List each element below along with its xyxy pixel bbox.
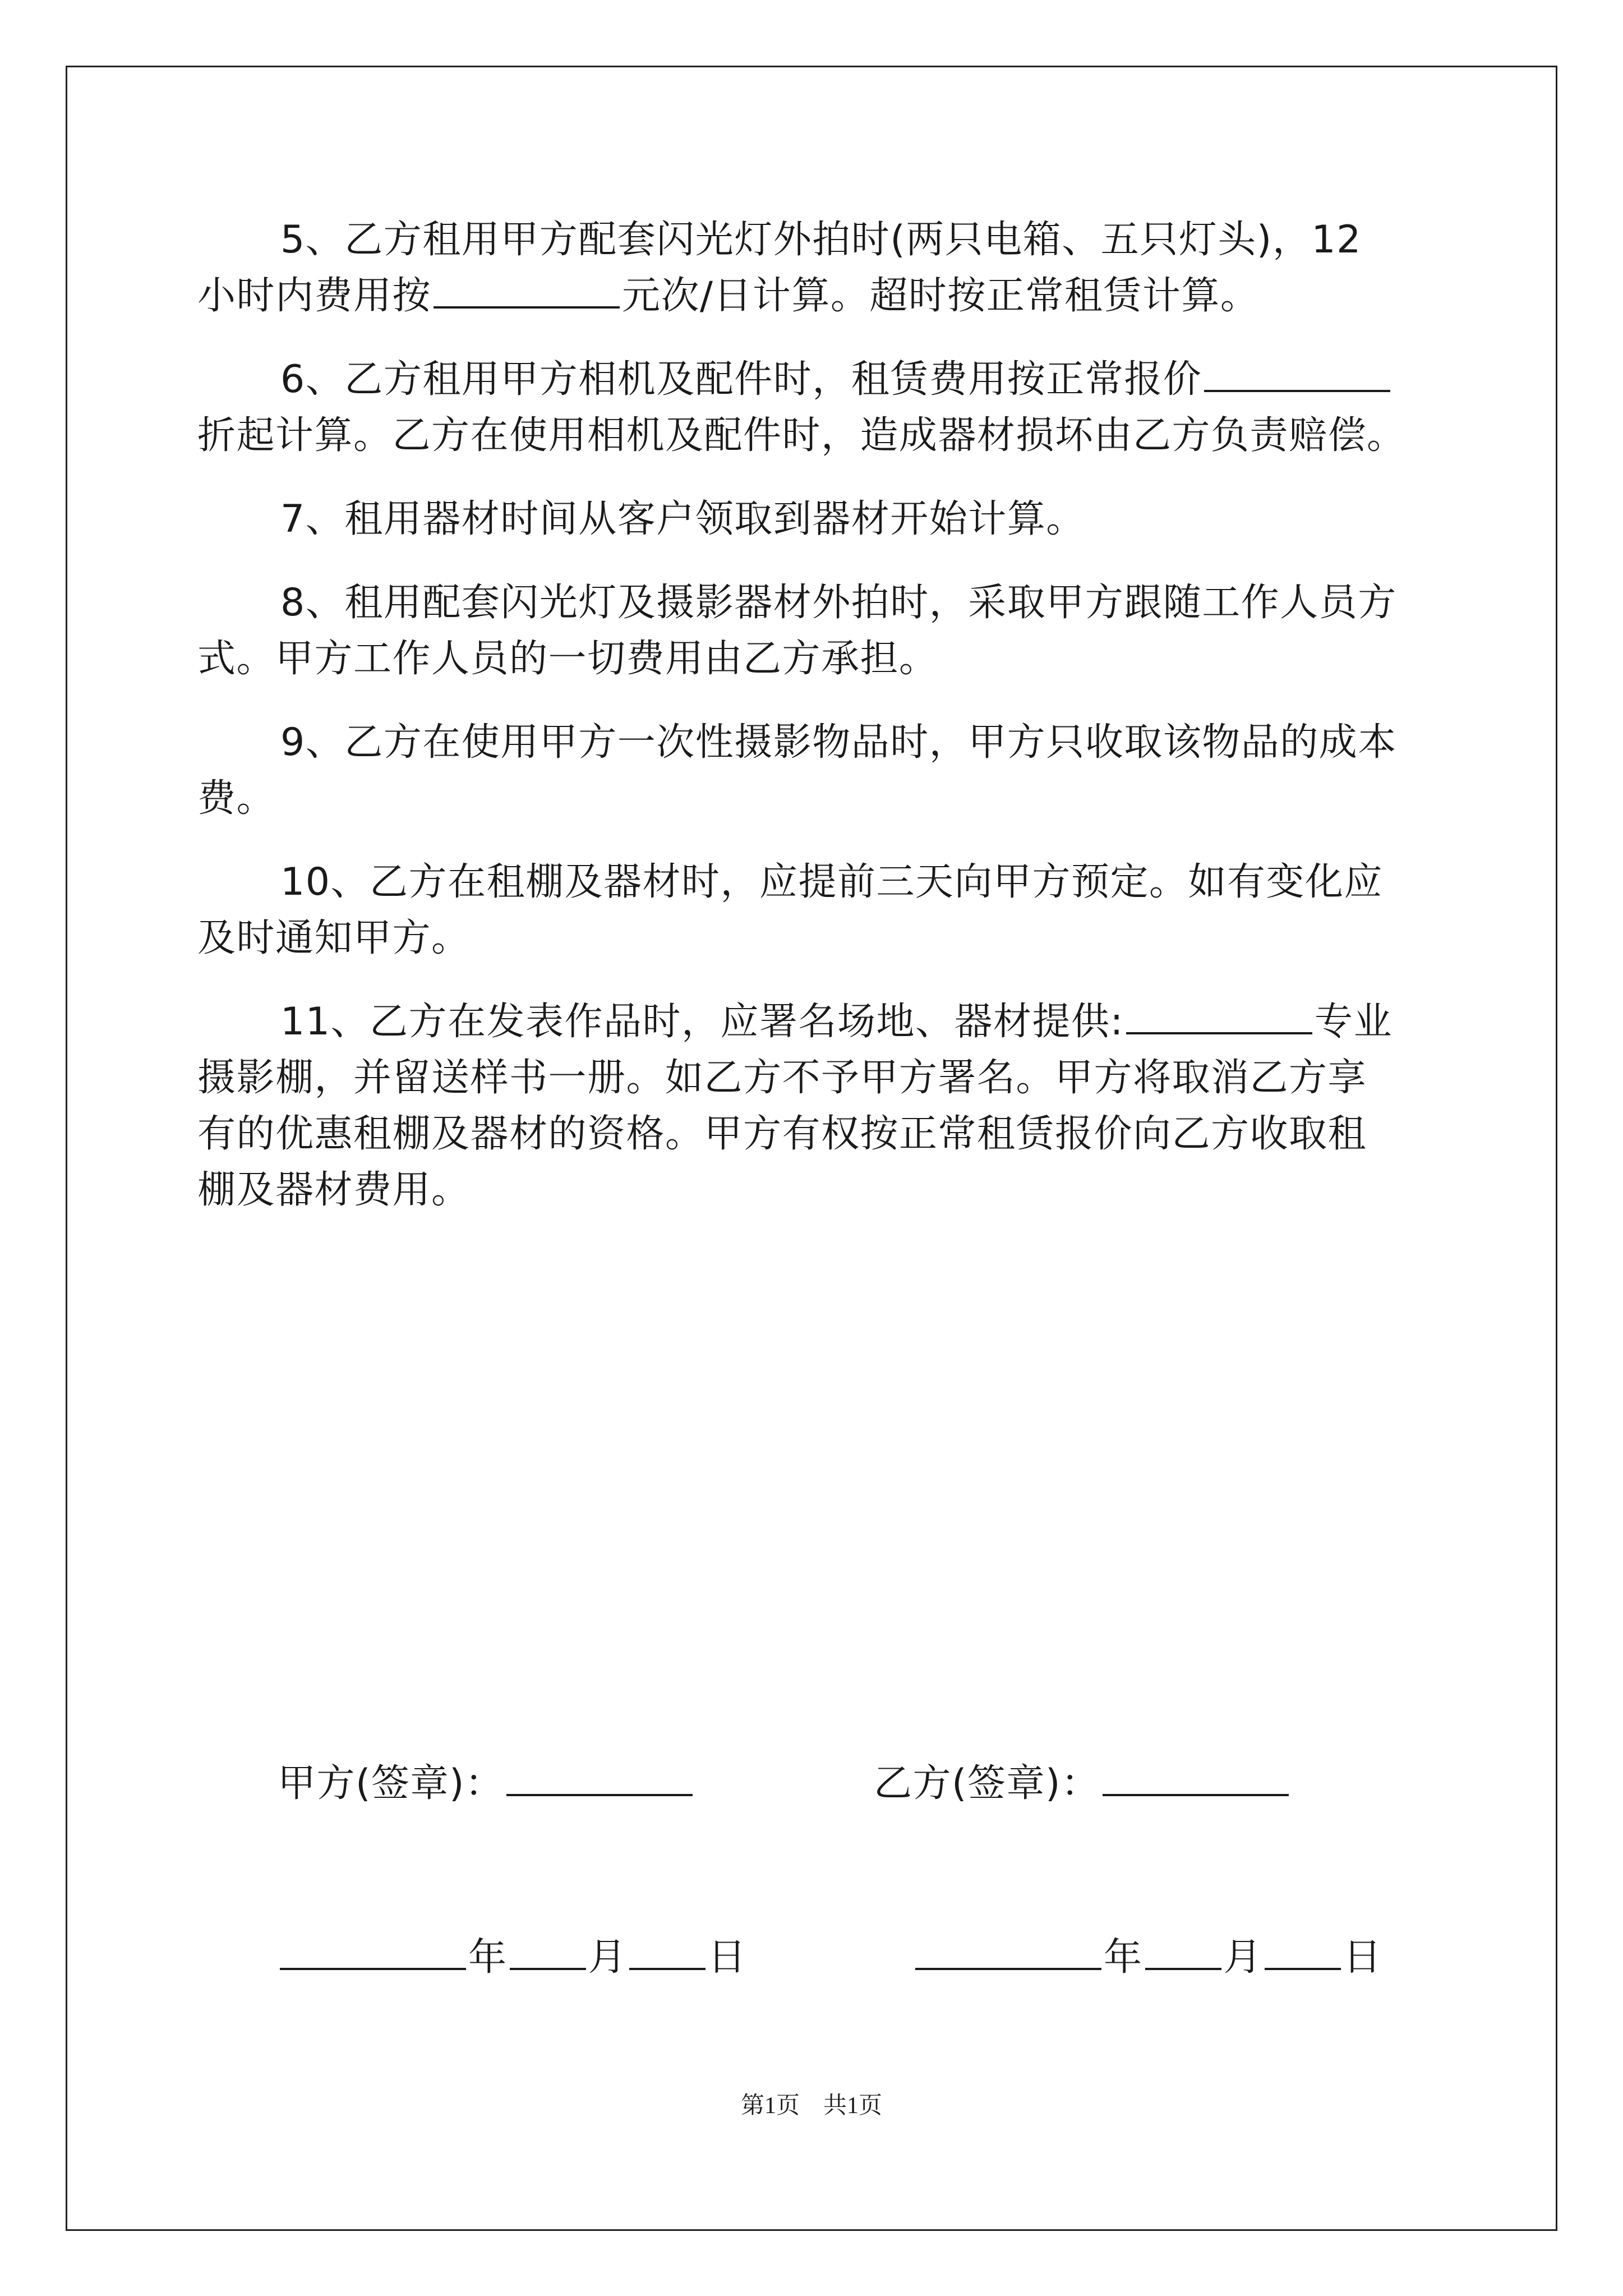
paragraph-line <box>197 1050 1431 1106</box>
text-segment: 摄影棚，并留送样书一册。如乙方不予甲方署名。甲方将取消乙方享 <box>197 1056 1367 1100</box>
paragraph-line <box>197 1162 1431 1218</box>
party-a-month-label: 月 <box>588 1935 628 1980</box>
paragraph-line <box>197 212 1431 268</box>
party-b-year-label: 年 <box>1104 1935 1143 1980</box>
text-segment: 有的优惠租棚及器材的资格。甲方有权按正常租赁报价向乙方收取租 <box>197 1112 1367 1156</box>
paragraph-line <box>197 352 1431 408</box>
party-b-day-blank[interactable] <box>1265 1933 1341 1970</box>
fill-in-blank[interactable] <box>434 272 620 309</box>
party-b-label: 乙方(签章)： <box>874 1761 1100 1806</box>
clause-paragraph <box>197 352 1431 464</box>
text-segment: 7、租用器材时间从客户领取到器材开始计算。 <box>280 497 1085 541</box>
clause-paragraph <box>197 575 1431 687</box>
text-segment: 11、乙方在发表作品时，应署名场地、器材提供: <box>280 1000 1124 1044</box>
fill-in-blank[interactable] <box>1126 997 1312 1034</box>
party-b-date <box>913 1930 1382 1986</box>
party-a-year-label: 年 <box>468 1935 508 1980</box>
party-b-day-label: 日 <box>1343 1935 1382 1980</box>
party-a-label: 甲方(签章)： <box>278 1761 504 1806</box>
text-segment: 费。 <box>197 776 276 821</box>
text-segment: 6、乙方租用甲方相机及配件时，租赁费用按正常报价 <box>280 357 1202 402</box>
paragraph-line <box>197 854 1431 910</box>
paragraph-line <box>197 994 1431 1050</box>
party-a-signature-blank[interactable] <box>506 1759 693 1796</box>
party-b-month-blank[interactable] <box>1145 1933 1221 1970</box>
text-segment: 9、乙方在使用甲方一次性摄影物品时，甲方只收取该物品的成本 <box>280 720 1397 765</box>
paragraph-line <box>197 715 1431 771</box>
paragraph-line <box>197 1106 1431 1162</box>
text-segment: 式。甲方工作人员的一切费用由乙方承担。 <box>197 637 938 681</box>
paragraph-line <box>197 771 1431 827</box>
party-a-year-blank[interactable] <box>280 1933 466 1970</box>
text-segment: 5、乙方租用甲方配套闪光灯外拍时(两只电箱、五只灯头)，12 <box>280 218 1362 262</box>
text-segment: 专业 <box>1314 1000 1393 1044</box>
clause-paragraph <box>197 854 1431 967</box>
clause-paragraph <box>197 715 1431 827</box>
party-a-day-blank[interactable] <box>629 1933 706 1970</box>
party-b-signature <box>874 1756 1291 1812</box>
party-b-signature-blank[interactable] <box>1103 1759 1289 1796</box>
party-b-year-blank[interactable] <box>915 1933 1101 1970</box>
party-a-signature <box>278 1756 695 1812</box>
party-a-day-label: 日 <box>708 1935 747 1980</box>
text-segment: 折起计算。乙方在使用相机及配件时，造成器材损坏由乙方负责赔偿。 <box>197 413 1406 458</box>
party-a-date <box>278 1930 747 1986</box>
paragraph-line <box>197 631 1431 687</box>
paragraph-line <box>197 575 1431 631</box>
party-b-month-label: 月 <box>1223 1935 1263 1980</box>
clause-paragraph <box>197 212 1431 324</box>
clause-paragraph <box>197 491 1431 547</box>
paragraph-line <box>197 408 1431 464</box>
text-segment: 元次/日计算。超时按正常租赁计算。 <box>622 274 1260 318</box>
party-a-month-blank[interactable] <box>510 1933 586 1970</box>
clause-paragraph <box>197 994 1431 1218</box>
text-segment: 棚及器材费用。 <box>197 1168 471 1212</box>
page-footer: 第1页 共1页 <box>740 2093 882 2119</box>
paragraph-line <box>197 910 1431 967</box>
paragraph-line <box>197 268 1431 324</box>
text-segment: 小时内费用按 <box>197 274 432 318</box>
text-segment: 及时通知甲方。 <box>197 916 471 960</box>
document-body <box>197 212 1431 1246</box>
paragraph-line <box>197 491 1431 547</box>
fill-in-blank[interactable] <box>1204 355 1390 392</box>
text-segment: 8、租用配套闪光灯及摄影器材外拍时，采取甲方跟随工作人员方 <box>280 581 1397 625</box>
text-segment: 10、乙方在租棚及器材时，应提前三天向甲方预定。如有变化应 <box>280 860 1384 904</box>
